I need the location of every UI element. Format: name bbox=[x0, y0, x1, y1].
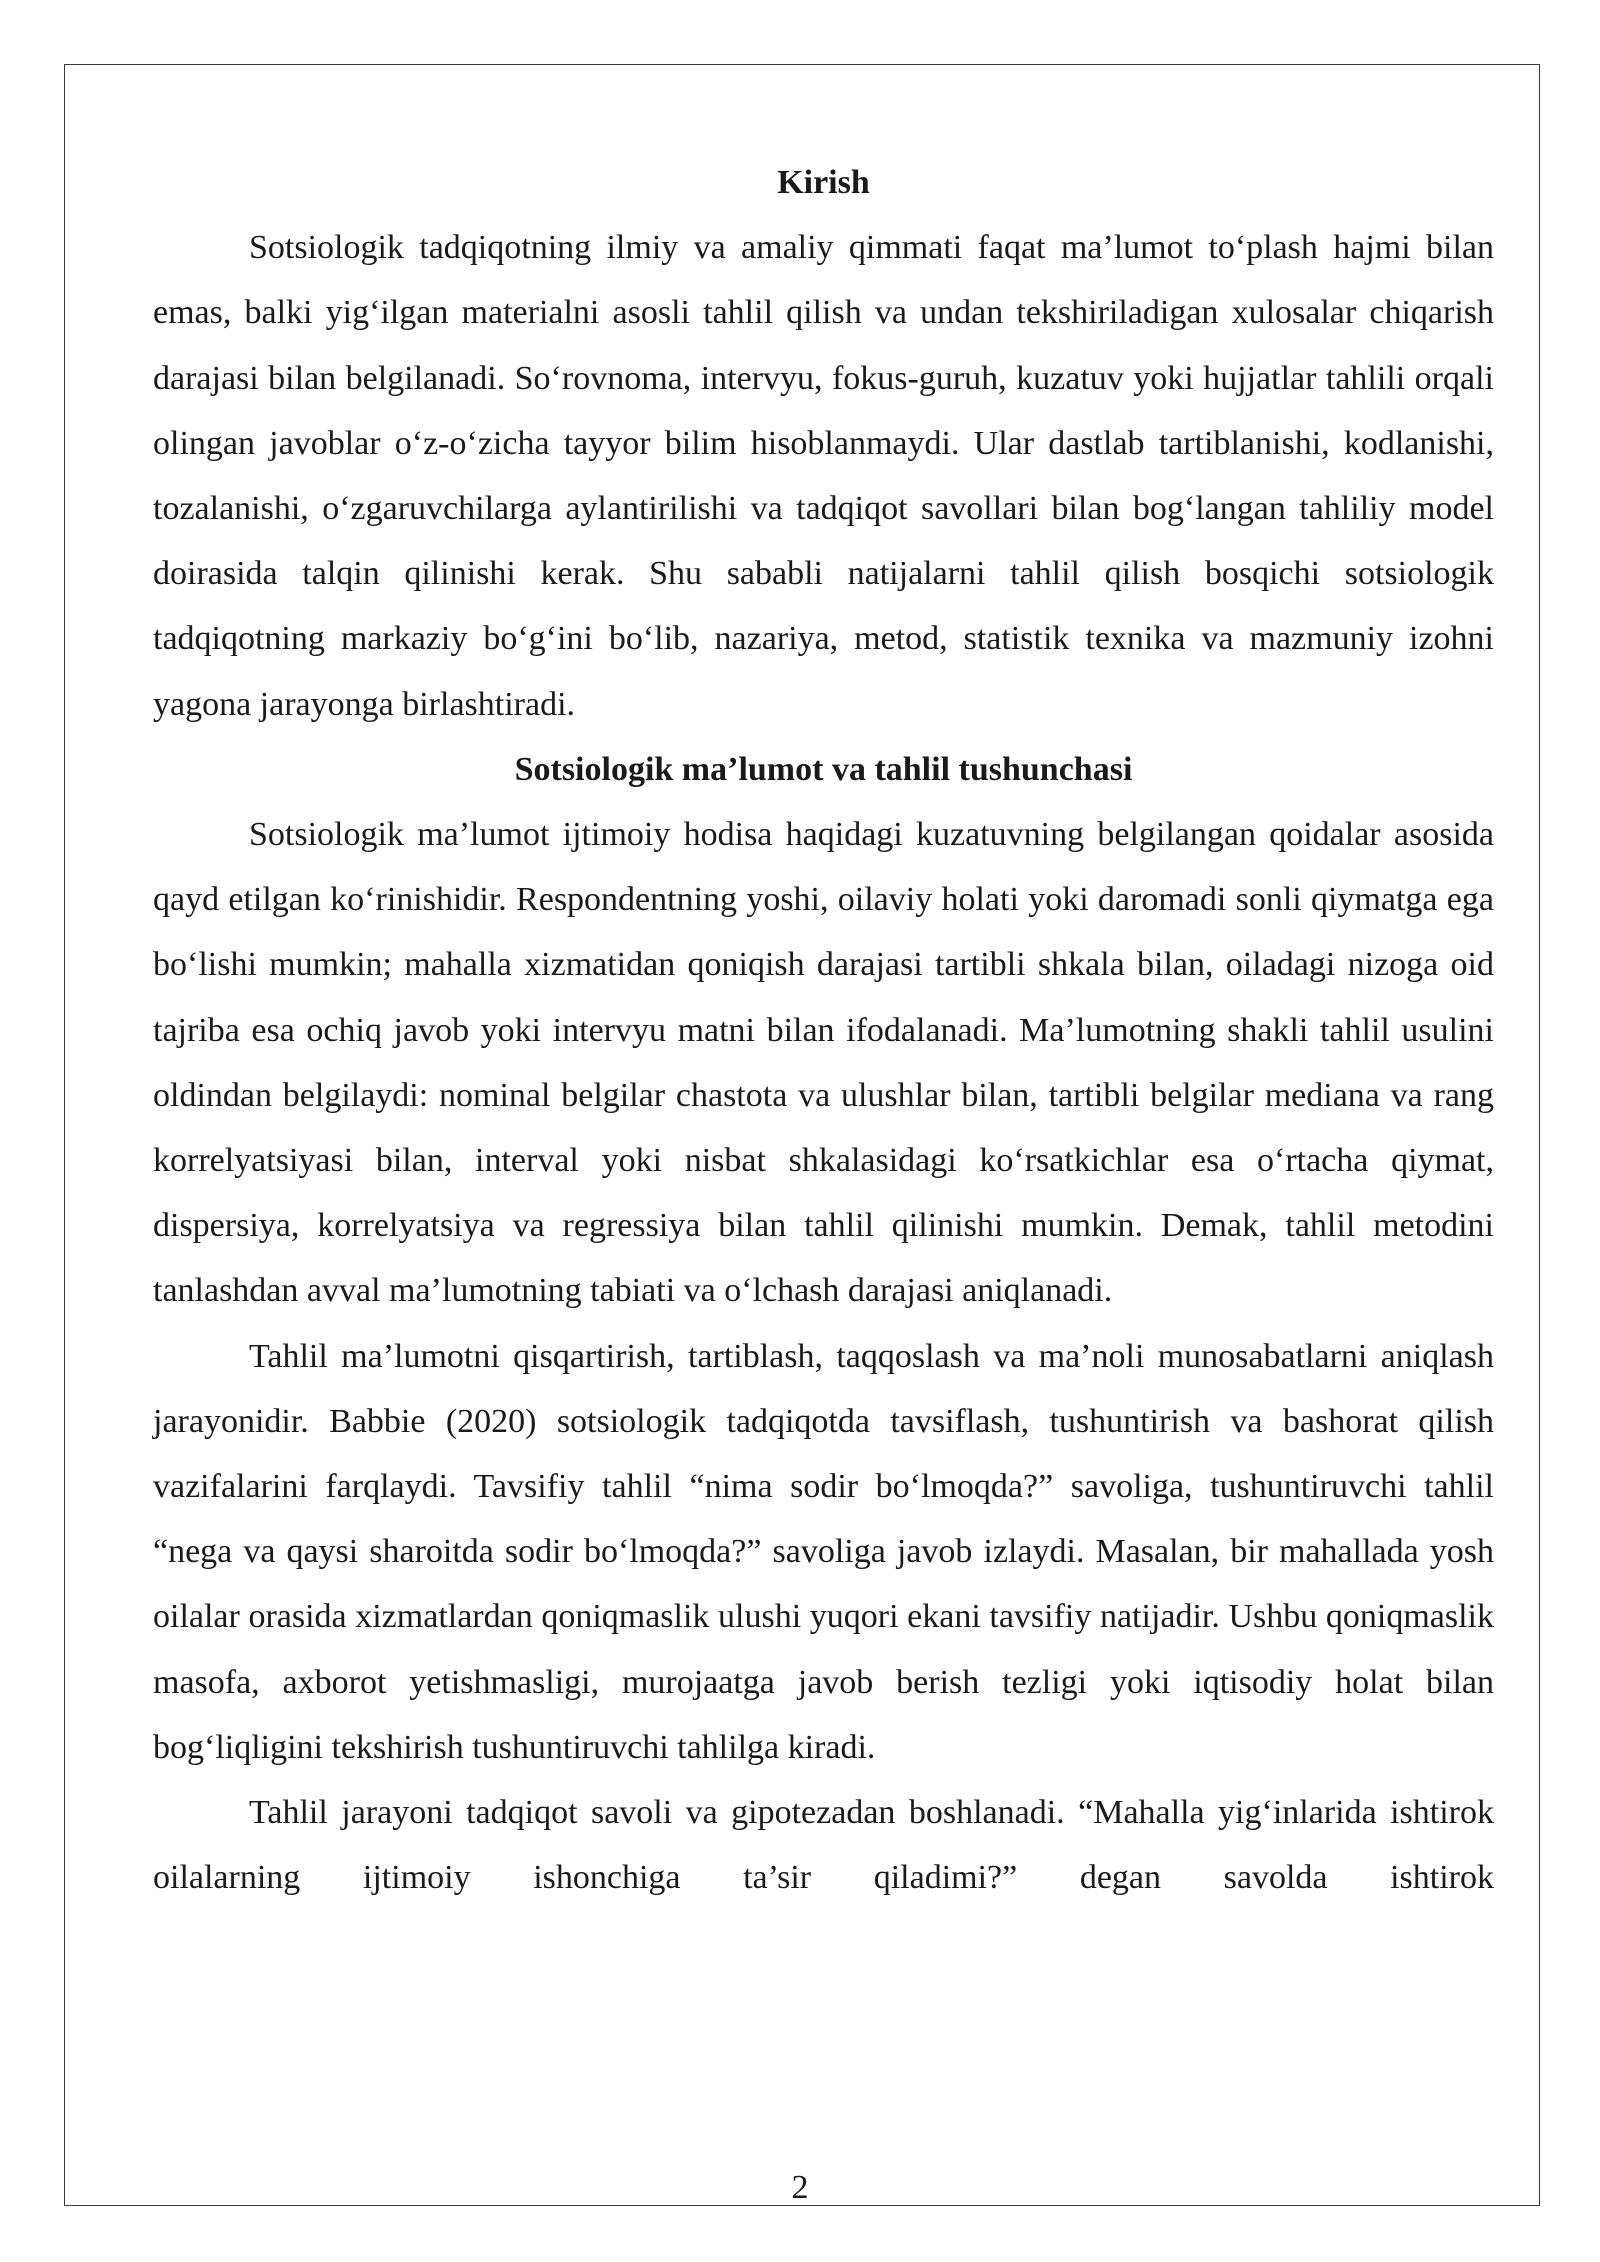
paragraph: Tahlil ma’lumotni qisqartirish, tartiblash, taqqoslash va ma’noli munosabatlarni aniqlash jarayonidir. Babbie (2020) sotsiologik tadqiqotda tavsiflash, tushuntirish va bashorat qilish vazifalarini farqlaydi. Tavsifiy tahlil “nima sodir bo‘lmoqda?” savoliga, tushuntiruvchi tahlil “nega va qaysi sharoitda sodir bo‘lmoqda?” savoliga javob izlaydi. Masalan, bir mahallada yosh oilalar orasida xizmatlardan qoniqmaslik ulushi yuqori ekani tavsifiy natijadir. Ushbu qoniqmaslik masofa, axborot yetishmasligi, murojaatga javob berish tezligi yoki iqtisodiy holat bilan bog‘liqligini tekshirish tushuntiruvchi tahlilga kiradi. bbox=[153, 1337, 1494, 1766]
page-number: 2 bbox=[791, 2169, 809, 2206]
section-heading-introduction: Kirish bbox=[777, 164, 870, 201]
paragraph: Sotsiologik ma’lumot ijtimoiy hodisa haqidagi kuzatuvning belgilangan qoidalar asosida qayd etilgan ko‘rinishidir. Respondentning yoshi, oilaviy holati yoki daromadi sonli qiymatga ega bo‘lishi mumkin; mahalla xizmatidan qoniqish darajasi tartibli shkala bilan, oiladagi nizoga oid tajriba esa ochiq javob yoki intervyu matni bilan ifodalanadi. Ma’lumotning shakli tahlil usulini oldindan belgilaydi: nominal belgilar chastota va ulushlar bilan, tartibli belgilar mediana va rang korrelyatsiyasi bilan, interval yoki nisbat shkalasidagi ko‘rsatkichlar esa o‘rtacha qiymat, dispersiya, korrelyatsiya va regressiya bilan tahlil qilinishi mumkin. Demak, tahlil metodini tanlashdan avval ma’lumotning tabiati va o‘lchash darajasi aniqlanadi. bbox=[153, 816, 1494, 1310]
paragraph: Sotsiologik tadqiqotning ilmiy va amaliy qimmati faqat ma’lumot to‘plash hajmi bilan emas, balki yig‘ilgan materialni asosli tahlil qilish va undan tekshiriladigan xulosalar chiqarish darajasi bilan belgilanadi. So‘rovnoma, intervyu, fokus-guruh, kuzatuv yoki hujjatlar tahlili orqali olingan javoblar o‘z-o‘zicha tayyor bilim hisoblanmaydi. Ular dastlab tartiblanishi, kodlanishi, tozalanishi, o‘zgaruvchilarga aylantirilishi va tadqiqot savollari bilan bog‘langan tahliliy model doirasida talqin qilinishi kerak. Shu sababli natijalarni tahlil qilish bosqichi sotsiologik tadqiqotning markaziy bo‘g‘ini bo‘lib, nazariya, metod, statistik texnika va mazmuniy izohni yagona jarayonga birlashtiradi. bbox=[153, 229, 1494, 723]
paragraph: Tahlil jarayoni tadqiqot savoli va gipotezadan boshlanadi. “Mahalla yig‘inlarida ishtirok oilalarning ijtimoiy ishonchiga ta’sir qiladimi?” degan savolda ishtirok bbox=[153, 1794, 1494, 1897]
section-heading-data-and-analysis: Sotsiologik ma’lumot va tahlil tushunchasi bbox=[514, 750, 1133, 788]
document-body bbox=[153, 150, 1494, 1910]
